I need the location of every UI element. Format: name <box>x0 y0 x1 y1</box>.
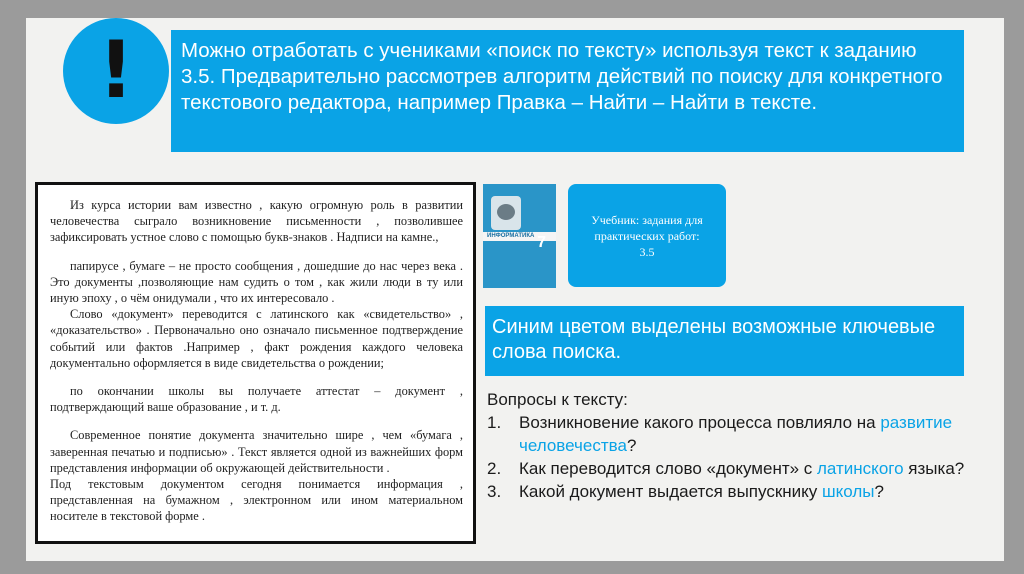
question-number: 2. <box>487 459 502 478</box>
keywords-note-box <box>485 306 964 376</box>
textbook-reference-text: Учебник: задания для практических работ: 3.5 <box>591 212 703 259</box>
cover-title: ИНФОРМАТИКА <box>487 233 535 239</box>
intro-text: Можно отработать с учениками «поиск по тексту» используя текст к заданию 3.5. Предварительно рассмотрев алгоритм действий по поиску для конкретного текстового редактора, например Правка – Найти – Найти в тексте. <box>181 39 943 114</box>
question-item <box>487 480 967 503</box>
document-paragraph: папирусе , бумаге – не просто сообщения , дошедшие до нас через века . Это документы ,позволяющие нам судить о том , как жили люди в ту или иную эпоху , о чём онидумали , что их интересовало . <box>50 258 463 306</box>
intro-text-box <box>171 30 964 152</box>
document-text-image <box>35 182 476 544</box>
textbook-cover-image <box>483 184 556 288</box>
document-paragraph: Под текстовым документом сегодня понимается информация , представленная на бумажном , электронном или ином материальном носителе в текстовой форме . <box>50 477 463 524</box>
keywords-note-text: Синим цветом выделены возможные ключевые слова поиска. <box>492 316 936 363</box>
question-keyword: развитие человечества <box>519 413 953 455</box>
exclamation-icon <box>63 18 169 124</box>
questions-heading: Вопросы к тексту: <box>487 390 628 409</box>
document-paragraph: Из курса истории вам известно , какую огромную роль в развитии человечества сыграло возникновение письменности , позволившее зафиксировать устное слово с помощью букв-знаков . Надписи на камне., <box>50 198 463 245</box>
question-keyword: латинского <box>817 459 904 478</box>
question-text-end: ? <box>626 436 637 455</box>
question-text-end: ? <box>874 482 884 501</box>
cover-grade-number: 7 <box>537 234 546 251</box>
question-text: Возникновение какого процесса повлияло на <box>519 413 881 432</box>
question-item <box>487 411 967 457</box>
question-number: 1. <box>487 413 502 432</box>
cover-illustration-detail <box>497 204 515 220</box>
question-number: 3. <box>487 482 502 501</box>
document-paragraph: Современное понятие документа значительно шире , чем «бумага , заверенная печатью и подписью» . Текст является одной из важнейших форм представления информации об окружающей действительности . <box>50 428 463 475</box>
exclamation-mark: ! <box>98 26 134 116</box>
question-text: Как переводится слово «документ» с <box>519 459 818 478</box>
document-paragraph: по окончании школы вы получаете аттестат – документ , подтверждающий ваше образование , и т. д. <box>50 384 463 415</box>
question-text-end: языка? <box>903 459 965 478</box>
textbook-reference-box <box>568 184 726 287</box>
question-text: Какой документ выдается выпускнику <box>519 482 822 501</box>
question-keyword: школы <box>822 482 875 501</box>
document-paragraph: Слово «документ» переводится с латинского как «свидетельство» , «доказательство» . Первоначально оно означало письменное подтверждение событий или фактов .Например , факт рождения каждого человека документально оформляется в виде свидетельства о рождении; <box>50 307 463 370</box>
questions-list <box>487 411 967 503</box>
questions-block <box>487 388 967 503</box>
question-item <box>487 457 967 480</box>
